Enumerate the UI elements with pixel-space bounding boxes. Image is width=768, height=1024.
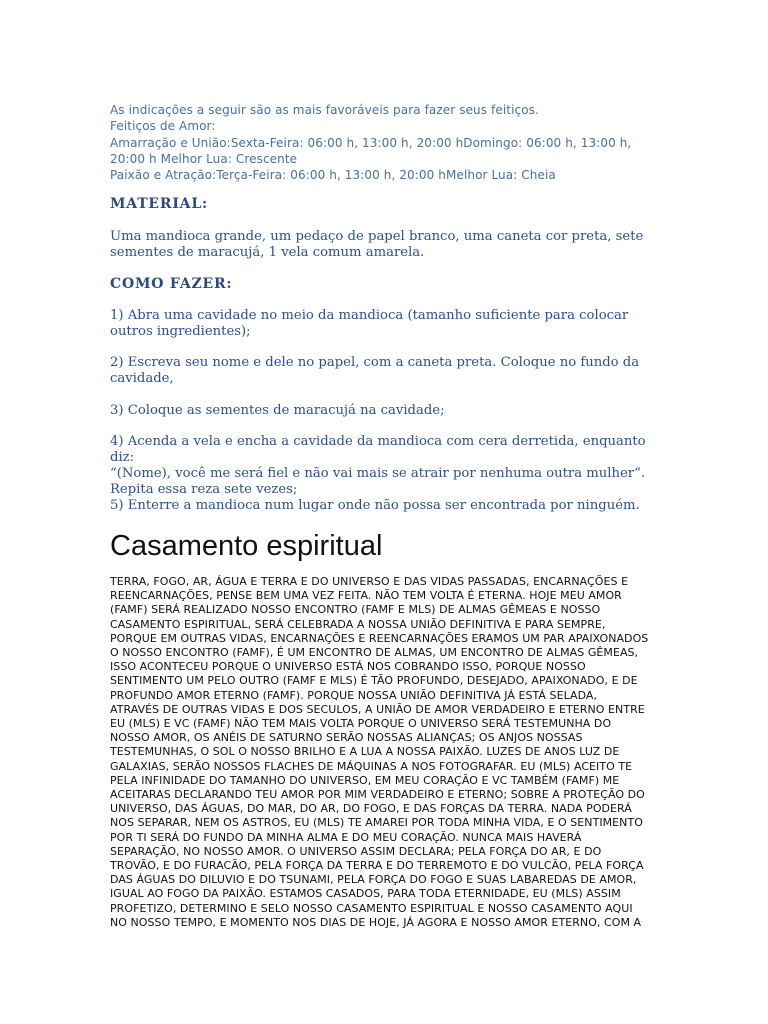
body-line: TESTEMUNHAS, O SOL O NOSSO BRILHO E A LUA A NOSSA PAIXÃO. LUZES DE ANOS LUZ DE	[110, 745, 620, 759]
step-line: Repita essa reza sete vezes;	[110, 482, 298, 497]
step-5	[110, 498, 670, 514]
body-line: PELA INFINIDADE DO TAMANHO DO UNIVERSO, EM MEU CORAÇÃO E VC TAMBÉM (FAMF) ME	[110, 773, 620, 787]
intro-line: Amarração e União:Sexta-Feira: 06:00 h, 13:00 h, 20:00 hDomingo: 06:00 h, 13:00 h,	[110, 135, 632, 150]
body-line: POR TI SERÁ DO FUNDO DA MINHA ALMA E DO MEU CORAÇÃO. NUNCA MAIS HAVERÁ	[110, 830, 582, 844]
step-2	[110, 355, 670, 387]
intro-line: Feitiços de Amor:	[110, 119, 216, 134]
body-line: NOS SEPARAR, NEM OS ASTROS, EU (MLS) TE AMAREI POR TODA MINHA VIDA, E O SENTIMENTO	[110, 816, 643, 830]
intro-block	[110, 102, 670, 183]
body-line: (FAMF) SERÁ REALIZADO NOSSO ENCONTRO (FAMF E MLS) DE ALMAS GÊMEAS E NOSSO	[110, 603, 601, 617]
body-line: NO NOSSO TEMPO, E MOMENTO NOS DIAS DE HOJE, JÁ AGORA E NOSSO AMOR ETERNO, COM A	[110, 915, 642, 929]
body-line: PROFETIZO, DETERMINO E SELO NOSSO CASAMENTO ESPIRITUAL E NOSSO CASAMENTO AQUI	[110, 901, 633, 915]
body-line: CASAMENTO ESPIRITUAL, SERÁ CELEBRADA A NOSSA UNIÃO DEFINITIVA E PARA SEMPRE,	[110, 617, 606, 631]
body-line: REENCARNAÇÕES, PENSE BEM UMA VEZ FEITA. NÃO TEM VOLTA É ETERNA. HOJE MEU AMOR	[110, 589, 622, 603]
intro-line: As indicações a seguir são as mais favoráveis para fazer seus feitiços.	[110, 103, 539, 117]
body-line: ISSO ACONTECEU PORQUE O UNIVERSO ESTÁ NOS COBRANDO ISSO, PORQUE NOSSO	[110, 660, 586, 674]
step-line: “(Nome), você me será fiel e não vai mais se atrair por nenhuma outra mulher“.	[110, 466, 646, 481]
step-line: 2) Escreva seu nome e dele no papel, com a caneta preta. Coloque no fundo da	[110, 355, 640, 370]
step-line: outros ingredientes);	[110, 324, 251, 339]
body-line: PROFUNDO AMOR ETERNO (FAMF). PORQUE NOSSA UNIÃO DEFINITIVA JÁ ESTÁ SELADA,	[110, 688, 598, 702]
body-line: TERRA, FOGO, AR, ÁGUA E TERRA E DO UNIVERSO E DAS VIDAS PASSADAS, ENCARNAÇÕES E	[110, 575, 629, 588]
body-line: GALAXIAS, SERÃO NOSSOS FLACHES DE MÁQUINAS A NOS FOTOGRAFAR. EU (MLS) ACEITO TE	[110, 759, 633, 773]
body-line: IGUAL AO FOGO DA PAIXÃO. ESTAMOS CASADOS, PARA TODA ETERNIDADE, EU (MLS) ASSIM	[110, 887, 621, 901]
step-line: cavidade,	[110, 371, 174, 386]
body-line: DAS ÁGUAS DO DILUVIO E DO TSUNAMI, PELA FORÇA DO FOGO E SUAS LABAREDAS DE AMOR,	[110, 873, 637, 887]
material-line: Uma mandioca grande, um pedaço de papel branco, uma caneta cor preta, sete	[110, 229, 644, 244]
body-line: ACEITARAS DECLARANDO TEU AMOR POR MIM VERDADEIRO E ETERNO; SOBRE A PROTEÇÃO DO	[110, 788, 645, 802]
body-line: UNIVERSO, DAS ÁGUAS, DO MAR, DO AR, DO FOGO, E DAS FORÇAS DA TERRA. NADA PODERÁ	[110, 802, 632, 816]
step-1	[110, 308, 670, 340]
step-line: 3) Coloque as sementes de maracujá na cavidade;	[110, 403, 445, 418]
step-4	[110, 434, 670, 498]
material-heading: MATERIAL:	[110, 196, 208, 212]
material-line: sementes de maracujá, 1 vela comum amarela.	[110, 245, 425, 260]
como-fazer-heading: COMO FAZER:	[110, 276, 233, 292]
step-line: 5) Enterre a mandioca num lugar onde não possa ser encontrada por ninguém.	[110, 498, 640, 513]
step-line: 1) Abra uma cavidade no meio da mandioca (tamanho suficiente para colocar	[110, 308, 629, 323]
body-line: ATRAVÉS DE OUTRAS VIDAS E DOS SECULOS, A UNIÃO DE AMOR VERDADEIRO E ETERNO ENTRE	[110, 702, 645, 716]
body-line: TROVÃO, E DO FURACÃO, PELA FORÇA DA TERRA E DO TERREMOTO E DO VULCÃO, PELA FORÇA	[110, 859, 644, 873]
section-title: Casamento espiritual	[110, 530, 383, 562]
body-line: NOSSO AMOR, OS ANÉIS DE SATURNO SERÃO NOSSAS ALIANÇAS; OS ANJOS NOSSAS	[110, 731, 583, 745]
body-line: O NOSSO ENCONTRO (FAMF), É UM ENCONTRO DE ALMAS, UM ENCONTRO DE ALMAS GÊMEAS,	[110, 646, 639, 660]
body-line: PORQUE EM OUTRAS VIDAS, ENCARNAÇÕES E REENCARNAÇÕES ERAMOS UM PAR APAIXONADOS	[110, 631, 649, 645]
body-line: SEPARAÇÃO, NO NOSSO AMOR. O UNIVERSO ASSIM DECLARA; PELA FORÇA DO AR, E DO	[110, 844, 602, 858]
body-text	[110, 575, 658, 930]
material-paragraph	[110, 229, 670, 261]
body-line: EU (MLS) E VC (FAMF) NÃO TEM MAIS VOLTA PORQUE O UNIVERSO SERÁ TESTEMUNHA DO	[110, 717, 612, 731]
step-line: 4) Acenda a vela e encha a cavidade da mandioca com cera derretida, enquanto diz:	[110, 434, 646, 465]
body-line: SENTIMENTO UM PELO OUTRO (FAMF E MLS) É TÃO PROFUNDO, DESEJADO, APAIXONADO, E DE	[110, 674, 638, 688]
intro-line: 20:00 h Melhor Lua: Crescente	[110, 151, 298, 166]
intro-line: Paixão e Atração:Terça-Feira: 06:00 h, 13:00 h, 20:00 hMelhor Lua: Cheia	[110, 168, 556, 183]
step-3	[110, 403, 670, 419]
